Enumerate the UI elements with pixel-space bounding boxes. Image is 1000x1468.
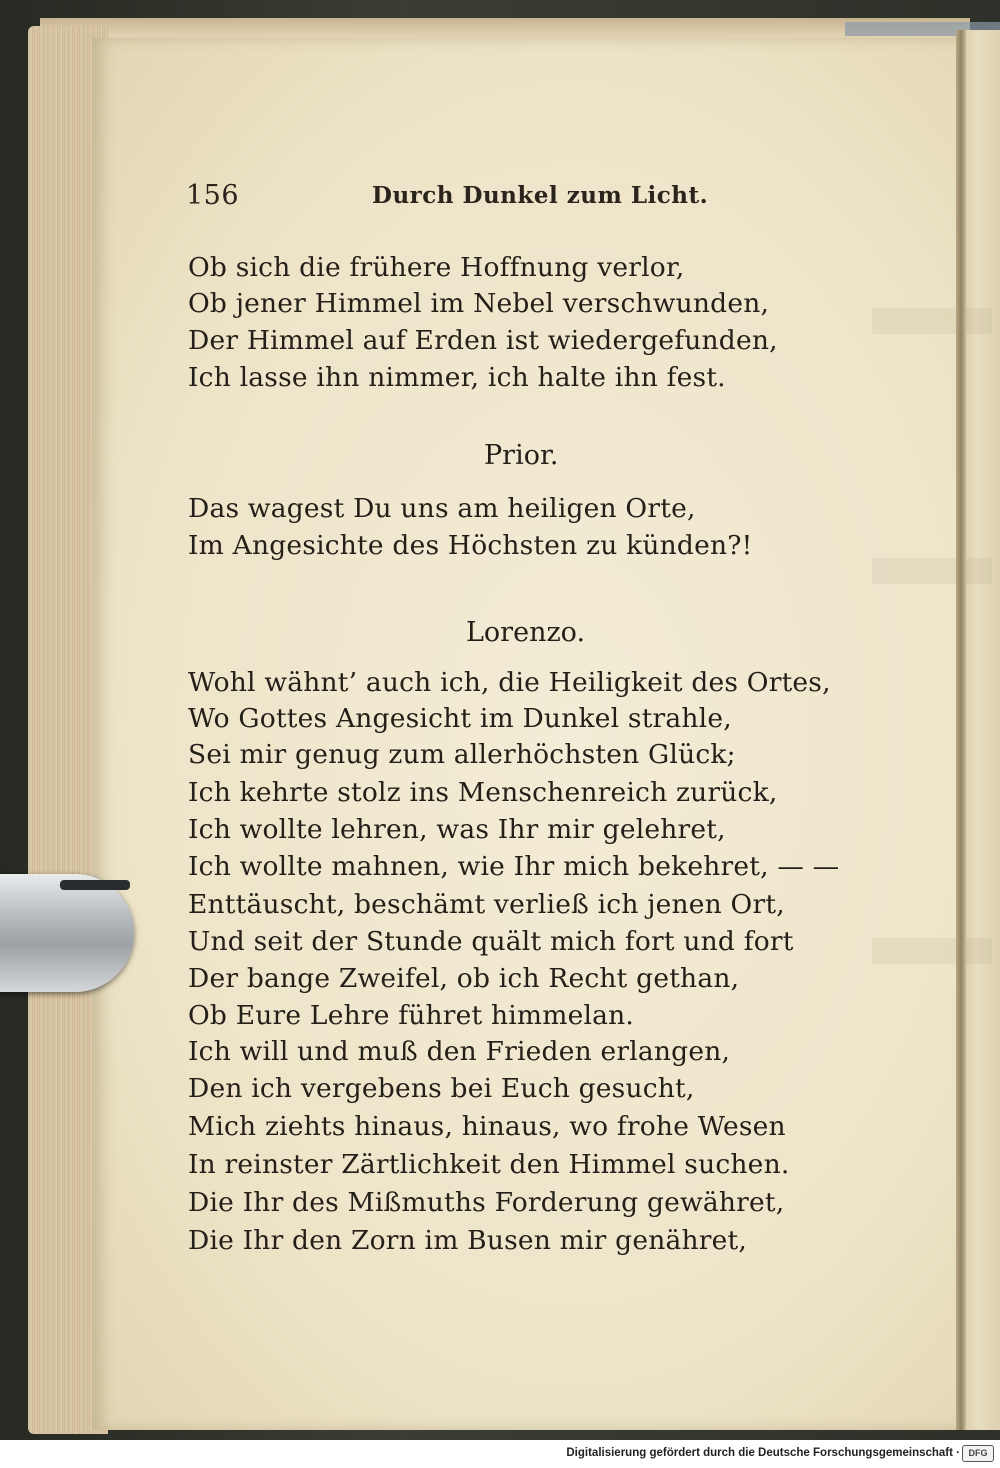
- verse-line: Wohl wähnt’ auch ich, die Heiligkeit des Ortes,: [188, 667, 831, 698]
- speaker-name-lorenzo: Lorenzo.: [466, 617, 586, 648]
- speaker-name-prior: Prior.: [484, 440, 559, 471]
- verse-line: Das wagest Du uns am heiligen Orte,: [188, 493, 696, 524]
- book-gutter: [956, 30, 966, 1430]
- show-through-text: [872, 938, 992, 964]
- clip-slot: [60, 880, 130, 890]
- verse-line: Die Ihr des Mißmuths Forderung gewähret,: [188, 1187, 785, 1218]
- verse-line: Enttäuscht, beschämt verließ ich jenen Ort,: [188, 889, 785, 920]
- verse-line: Ob jener Himmel im Nebel verschwunden,: [188, 288, 770, 319]
- running-head: Durch Dunkel zum Licht.: [372, 182, 709, 209]
- page-number: 156: [186, 180, 240, 211]
- facing-page-edge: [962, 30, 1000, 1430]
- verse-line: Ich kehrte stolz ins Menschenreich zurück,: [188, 777, 778, 808]
- verse-line: In reinster Zärtlichkeit den Himmel suchen.: [188, 1149, 790, 1180]
- footer-credit: Digitalisierung gefördert durch die Deutsche Forschungsgemeinschaft ·: [566, 1447, 960, 1459]
- verse-line: Und seit der Stunde quält mich fort und fort: [188, 926, 794, 957]
- verse-line: Ich will und muß den Frieden erlangen,: [188, 1036, 731, 1067]
- verse-line: Ich lasse ihn nimmer, ich halte ihn fest.: [188, 362, 726, 393]
- page-holder-clip: [0, 874, 134, 992]
- show-through-text: [872, 558, 992, 584]
- book-page: [92, 38, 964, 1430]
- verse-line: Den ich vergebens bei Euch gesucht,: [188, 1073, 695, 1104]
- verse-line: Die Ihr den Zorn im Busen mir genähret,: [188, 1225, 747, 1256]
- verse-line: Ob sich die frühere Hoffnung verlor,: [188, 252, 685, 283]
- verse-line: Sei mir genug zum allerhöchsten Glück;: [188, 739, 736, 770]
- verse-line: Ich wollte mahnen, wie Ihr mich bekehret, — —: [188, 851, 840, 882]
- dfg-logo: DFG: [962, 1445, 994, 1462]
- verse-line: Im Angesichte des Höchsten zu künden?!: [188, 530, 753, 561]
- verse-line: Ich wollte lehren, was Ihr mir gelehret,: [188, 814, 726, 845]
- show-through-text: [872, 308, 992, 334]
- verse-line: Der bange Zweifel, ob ich Recht gethan,: [188, 963, 740, 994]
- verse-line: Mich ziehts hinaus, hinaus, wo frohe Wesen: [188, 1111, 786, 1142]
- verse-line: Wo Gottes Angesicht im Dunkel strahle,: [188, 703, 732, 734]
- verse-line: Der Himmel auf Erden ist wiedergefunden,: [188, 325, 778, 356]
- verse-line: Ob Eure Lehre führet himmelan.: [188, 1000, 635, 1031]
